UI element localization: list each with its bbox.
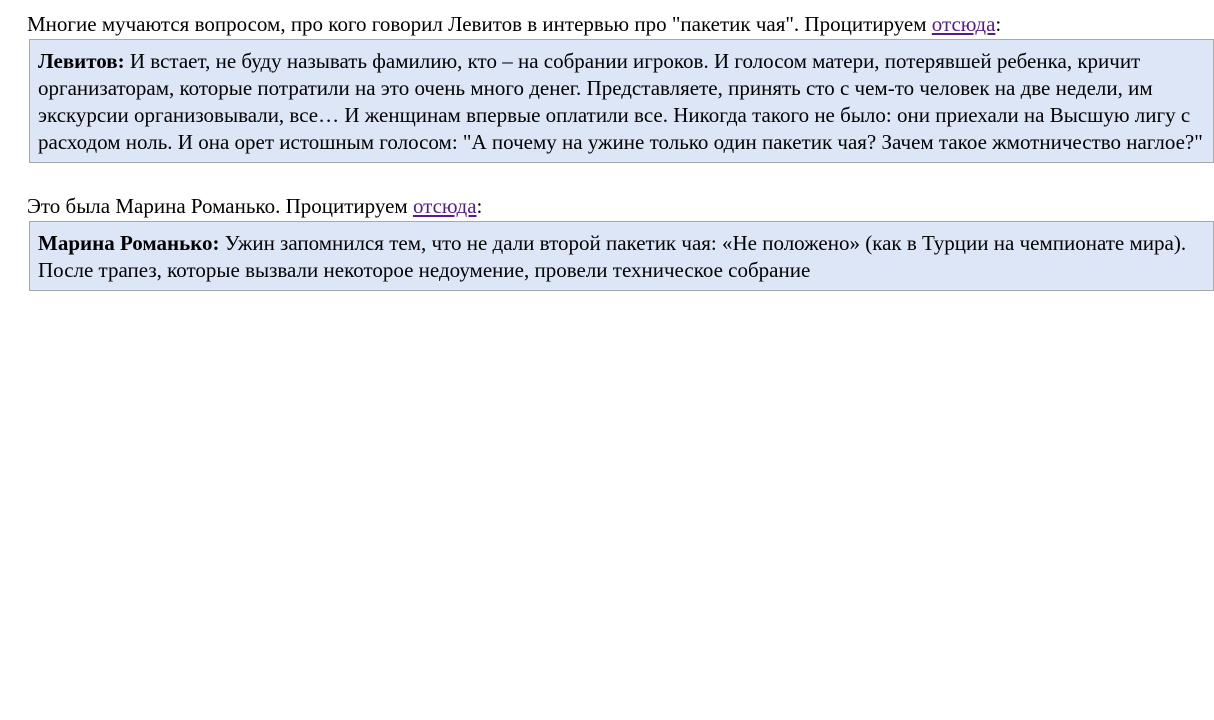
quote-block-levitov bbox=[29, 39, 1214, 163]
quote-speaker: Левитов: bbox=[38, 49, 125, 73]
intro-text: Это была Марина Романько. Процитируем bbox=[27, 194, 413, 218]
section-spacer bbox=[27, 163, 1214, 193]
source-link[interactable]: отсюда bbox=[931, 12, 996, 36]
intro-tail: : bbox=[995, 12, 1002, 36]
intro-tail: : bbox=[476, 194, 483, 218]
intro-paragraph-1 bbox=[27, 11, 1214, 38]
intro-paragraph-2 bbox=[27, 193, 1214, 220]
quote-text: Ужин запомнился тем, что не дали второй пакетик чая: «Не положено» (как в Турции на чемпионате мира). После трапез, которые вызвали некоторое недоумение, провели техническое собрание bbox=[38, 231, 1187, 282]
source-link[interactable]: отсюда bbox=[412, 194, 477, 218]
quote-block-romanko bbox=[29, 221, 1214, 291]
quote-text: И встает, не буду называть фамилию, кто – на собрании игроков. И голосом матери, потерявшей ребенка, кричит организаторам, которые потратили на это очень много денег. Представляете, принять сто с чем-то человек на две недели, им экскурсии организовывали, все… И женщинам впервые оплатили все. Никогда такого не было: они приехали на Высшую лигу с расходом ноль. И она орет истошным голосом: "А почему на ужине только один пакетик чая? Зачем такое жмотничество наглое?" bbox=[38, 49, 1203, 154]
quote-speaker: Марина Романько: bbox=[38, 231, 220, 255]
intro-text: Многие мучаются вопросом, про кого говорил Левитов в интервью про "пакетик чая". Процитируем bbox=[27, 12, 932, 36]
article-content bbox=[0, 0, 1214, 291]
